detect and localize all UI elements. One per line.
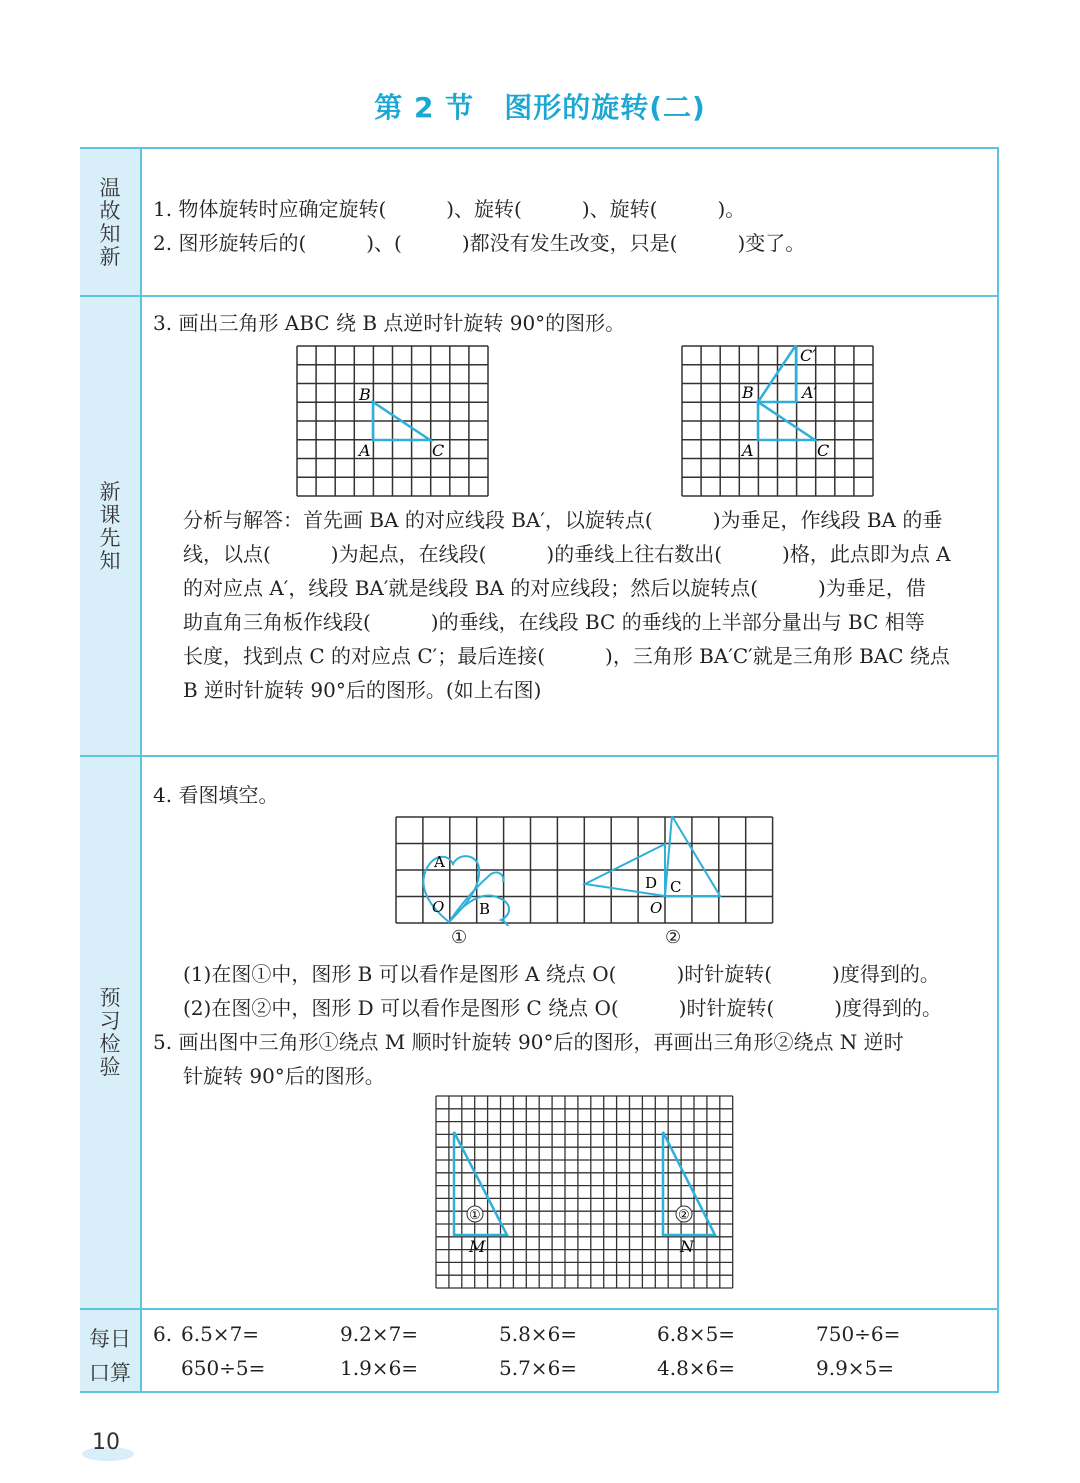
- calc-item: 4.8×6=: [657, 1356, 736, 1380]
- label-d: D: [645, 874, 658, 892]
- grid-rotated-triangle: [681, 345, 875, 497]
- question-4-sub-1: (1)在图①中，图形 B 可以看作是图形 A 绕点 O( )时针旋转( )度得到的。: [183, 962, 940, 986]
- calc-item: 1.9×6=: [340, 1356, 419, 1380]
- label-triangle-2: ②: [678, 1208, 690, 1223]
- divider: [80, 755, 999, 757]
- label-c: C: [670, 878, 682, 896]
- section-title: 图形的旋转(二): [504, 91, 706, 124]
- calc-item: 5.7×6=: [499, 1356, 578, 1380]
- calc-item: 650÷5=: [181, 1356, 266, 1380]
- label-o: O: [650, 899, 663, 917]
- analysis-line: 长度，找到点 C 的对应点 C′；最后连接( )，三角形 BA′C′就是三角形 BAC 绕点: [183, 644, 950, 668]
- label-c-prime: C′: [800, 346, 816, 365]
- side-preview: [80, 757, 142, 1308]
- side-label-preview: 预 习 检 验: [99, 986, 121, 1079]
- divider: [80, 1308, 999, 1310]
- question-5-line-2: 针旋转 90°后的图形。: [183, 1064, 385, 1088]
- question-3: 3. 画出三角形 ABC 绕 B 点逆时针旋转 90°的图形。: [153, 311, 626, 335]
- side-daily: [80, 1310, 142, 1391]
- label-a: A: [742, 441, 754, 460]
- label-c: C: [432, 441, 445, 460]
- divider: [80, 295, 999, 297]
- calc-item: 9.9×5=: [816, 1356, 895, 1380]
- side-label-review: 温 故 知 新: [99, 176, 121, 269]
- calc-item: 6.8×5=: [657, 1322, 736, 1346]
- grid-rotation-exercise: [435, 1095, 735, 1289]
- figure-2-label: ②: [665, 927, 682, 948]
- question-1: 1. 物体旋转时应确定旋转( )、旋转( )、旋转( )。: [153, 197, 746, 221]
- label-c: C: [817, 441, 830, 460]
- calc-item: 9.2×7=: [340, 1322, 419, 1346]
- grid-original-triangle: [296, 345, 490, 497]
- label-a-prime: A′: [802, 383, 818, 402]
- question-5-line-1: 5. 画出图中三角形①绕点 M 顺时针旋转 90°后的图形，再画出三角形②绕点 N 逆时: [153, 1030, 904, 1054]
- calc-item: 750÷6=: [816, 1322, 901, 1346]
- question-6-number: 6.: [153, 1322, 173, 1346]
- analysis-line: 分析与解答：首先画 BA 的对应线段 BA′，以旋转点( )为垂足，作线段 BA 的垂: [183, 508, 943, 532]
- analysis-line: 的对应点 A′，线段 BA′就是线段 BA 的对应线段；然后以旋转点( )为垂足，借: [183, 576, 926, 600]
- page-number: 10: [92, 1430, 120, 1455]
- label-a: A: [434, 853, 445, 871]
- analysis-line: B 逆时针旋转 90°后的图形。(如上右图): [183, 678, 542, 702]
- label-b: B: [742, 383, 754, 402]
- side-review: [80, 149, 142, 295]
- calc-item: 5.8×6=: [499, 1322, 578, 1346]
- label-o: O: [432, 898, 445, 916]
- analysis-line: 助直角三角板作线段( )的垂线，在线段 BC 的垂线的上半部分量出与 BC 相等: [183, 610, 925, 634]
- calc-item: 6.5×7=: [181, 1322, 260, 1346]
- side-label-daily: 每日 口算: [89, 1327, 131, 1385]
- analysis-paragraph: [183, 503, 989, 707]
- question-4: 4. 看图填空。: [153, 783, 279, 807]
- label-triangle-1: ①: [469, 1208, 481, 1223]
- label-b: B: [359, 385, 371, 404]
- question-4-sub-2: (2)在图②中，图形 D 可以看作是图形 C 绕点 O( )时针旋转( )度得到的。: [183, 996, 943, 1020]
- analysis-line: 线，以点( )为起点，在线段( )的垂线上往右数出( )格，此点即为点 A: [183, 542, 951, 566]
- label-m: M: [469, 1237, 486, 1256]
- side-new-lesson: [80, 297, 142, 755]
- label-n: N: [680, 1237, 694, 1256]
- label-a: A: [359, 441, 371, 460]
- grid-figures-1-2: [395, 816, 775, 926]
- page-title: [0, 86, 1080, 126]
- label-b: B: [479, 900, 491, 918]
- figure-1-label: ①: [451, 927, 468, 948]
- question-2: 2. 图形旋转后的( )、( )都没有发生改变，只是( )变了。: [153, 231, 806, 255]
- side-label-new-lesson: 新 课 先 知: [99, 480, 121, 573]
- section-number: 第 2 节: [374, 91, 475, 124]
